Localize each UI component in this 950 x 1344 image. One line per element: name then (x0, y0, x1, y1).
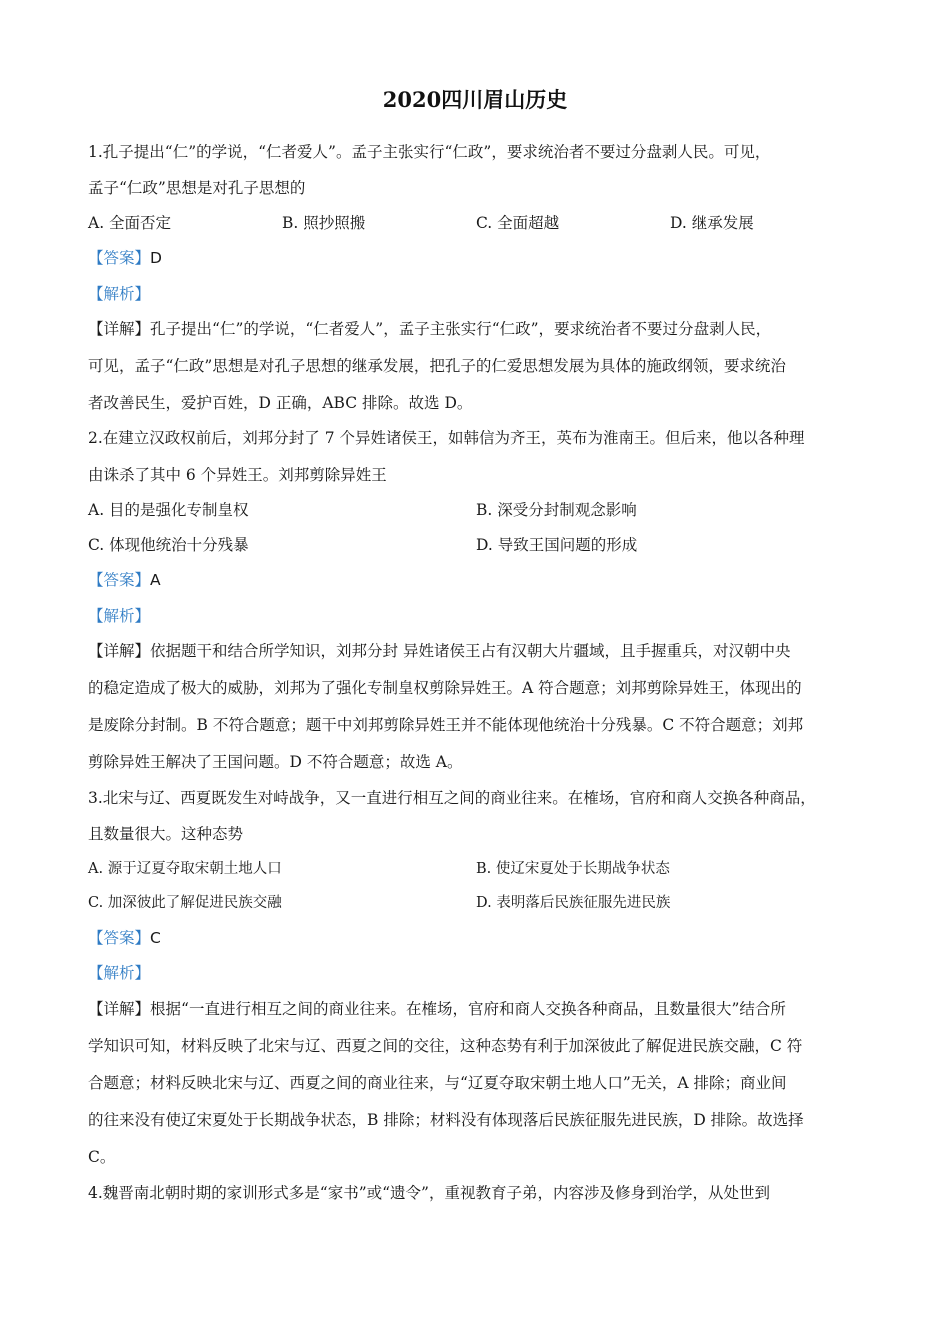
q1-detail-line-3: 者改善民生，爱护百姓，D 正确，ABC 排除。故选 D。 (88, 394, 473, 412)
q2-detail-line-2: 的稳定造成了极大的威胁，刘邦为了强化专制皇权剪除异姓王。A 符合题意；刘邦剪除异姓王，体现出的 (88, 679, 802, 697)
answer-value: D (150, 249, 162, 267)
q3-detail-line-1 (88, 999, 864, 1019)
q3-detail-line-3: 合题意；材料反映北宋与辽、西夏之间的商业往来，与“辽夏夺取宋朝土地人口”无关，A 排除；商业间 (88, 1074, 787, 1092)
q3-stem-line-2: 且数量很大。这种态势 (88, 825, 244, 843)
q3-detail-line-5: C。 (88, 1148, 116, 1166)
q3-analysis-tag (88, 963, 864, 983)
q2-option-a: A. 目的是强化专制皇权 (88, 501, 249, 519)
q2-option-d: D. 导致王国问题的形成 (476, 536, 638, 554)
detail-tag: 【详解】 (88, 320, 151, 338)
detail-text: 依据题干和结合所学知识，刘邦分封 异姓诸侯王占有汉朝大片疆域，且手握重兵，对汉朝中央 (150, 642, 791, 660)
q2-answer (88, 570, 864, 590)
q2-stem-line-2: 由诛杀了其中 6 个异姓王。刘邦剪除异姓王 (88, 466, 387, 484)
answer-tag: 【答案】 (88, 249, 151, 267)
q2-stem-line-1: 2.在建立汉政权前后，刘邦分封了 7 个异姓诸侯王，如韩信为齐王，英布为淮南王。但后来，他以各种理 (88, 429, 805, 447)
q3-option-d: D. 表明落后民族征服先进民族 (476, 895, 671, 911)
q1-detail-line-1 (88, 319, 864, 339)
q1-analysis-tag (88, 284, 864, 304)
q1-stem-line-2: 孟子“仁政”思想是对孔子思想的 (88, 179, 306, 197)
q4-stem-line-1: 4.魏晋南北朝时期的家训形式多是“家书”或“遗令”，重视教育子弟，内容涉及修身到治学，从处世到 (88, 1184, 770, 1202)
q3-detail-line-4: 的往来没有使辽宋夏处于长期战争状态，B 排除；材料没有体现落后民族征服先进民族，D 排除。故选择 (88, 1111, 804, 1129)
detail-text: 孔子提出“仁”的学说，“仁者爱人”，孟子主张实行“仁政”，要求统治者不要过分盘剥人民， (150, 320, 772, 338)
q1-detail-line-2: 可见，孟子“仁政”思想是对孔子思想的继承发展，把孔子的仁爱思想发展为具体的施政纲领，要求统治 (88, 357, 786, 375)
q3-option-b: B. 使辽宋夏处于长期战争状态 (476, 861, 670, 877)
q1-option-b: B. 照抄照搬 (282, 214, 366, 232)
answer-tag: 【答案】 (88, 571, 151, 589)
q3-option-c: C. 加深彼此了解促进民族交融 (88, 895, 282, 911)
detail-tag: 【详解】 (88, 1000, 151, 1018)
q2-analysis-tag (88, 606, 864, 626)
detail-tag: 【详解】 (88, 642, 151, 660)
q1-answer (88, 248, 864, 268)
q1-stem-line-1: 1.孔子提出“仁”的学说，“仁者爱人”。孟子主张实行“仁政”，要求统治者不要过分盘剥人民。可见， (88, 143, 771, 161)
q2-option-c: C. 体现他统治十分残暴 (88, 536, 249, 554)
answer-tag: 【答案】 (88, 929, 151, 947)
analysis-tag: 【解析】 (88, 964, 151, 982)
q1-option-a: A. 全面否定 (88, 214, 172, 232)
answer-value: C (150, 929, 161, 947)
analysis-tag: 【解析】 (88, 285, 151, 303)
detail-text: 根据“一直进行相互之间的商业往来。在榷场，官府和商人交换各种商品，且数量很大”结合所 (150, 1000, 786, 1018)
q1-option-c: C. 全面超越 (476, 214, 560, 232)
q2-detail-line-1 (88, 641, 864, 661)
q3-stem-line-1: 3.北宋与辽、西夏既发生对峙战争，又一直进行相互之间的商业往来。在榷场，官府和商人交换各种商品， (88, 789, 816, 807)
answer-value: A (150, 571, 161, 589)
q3-option-a: A. 源于辽夏夺取宋朝土地人口 (88, 861, 282, 877)
q2-detail-line-4: 剪除异姓王解决了王国问题。D 不符合题意；故选 A。 (88, 753, 463, 771)
analysis-tag: 【解析】 (88, 607, 151, 625)
q1-option-d: D. 继承发展 (670, 214, 754, 232)
q3-answer (88, 928, 864, 948)
q3-detail-line-2: 学知识可知，材料反映了北宋与辽、西夏之间的交往，这种态势有利于加深彼此了解促进民族交融，C 符 (88, 1037, 803, 1055)
q2-option-b: B. 深受分封制观念影响 (476, 501, 637, 519)
q2-detail-line-3: 是废除分封制。B 不符合题意；题干中刘邦剪除异姓王并不能体现他统治十分残暴。C 不符合题意；刘邦 (88, 716, 804, 734)
page-title: 2020四川眉山历史 (382, 87, 568, 112)
